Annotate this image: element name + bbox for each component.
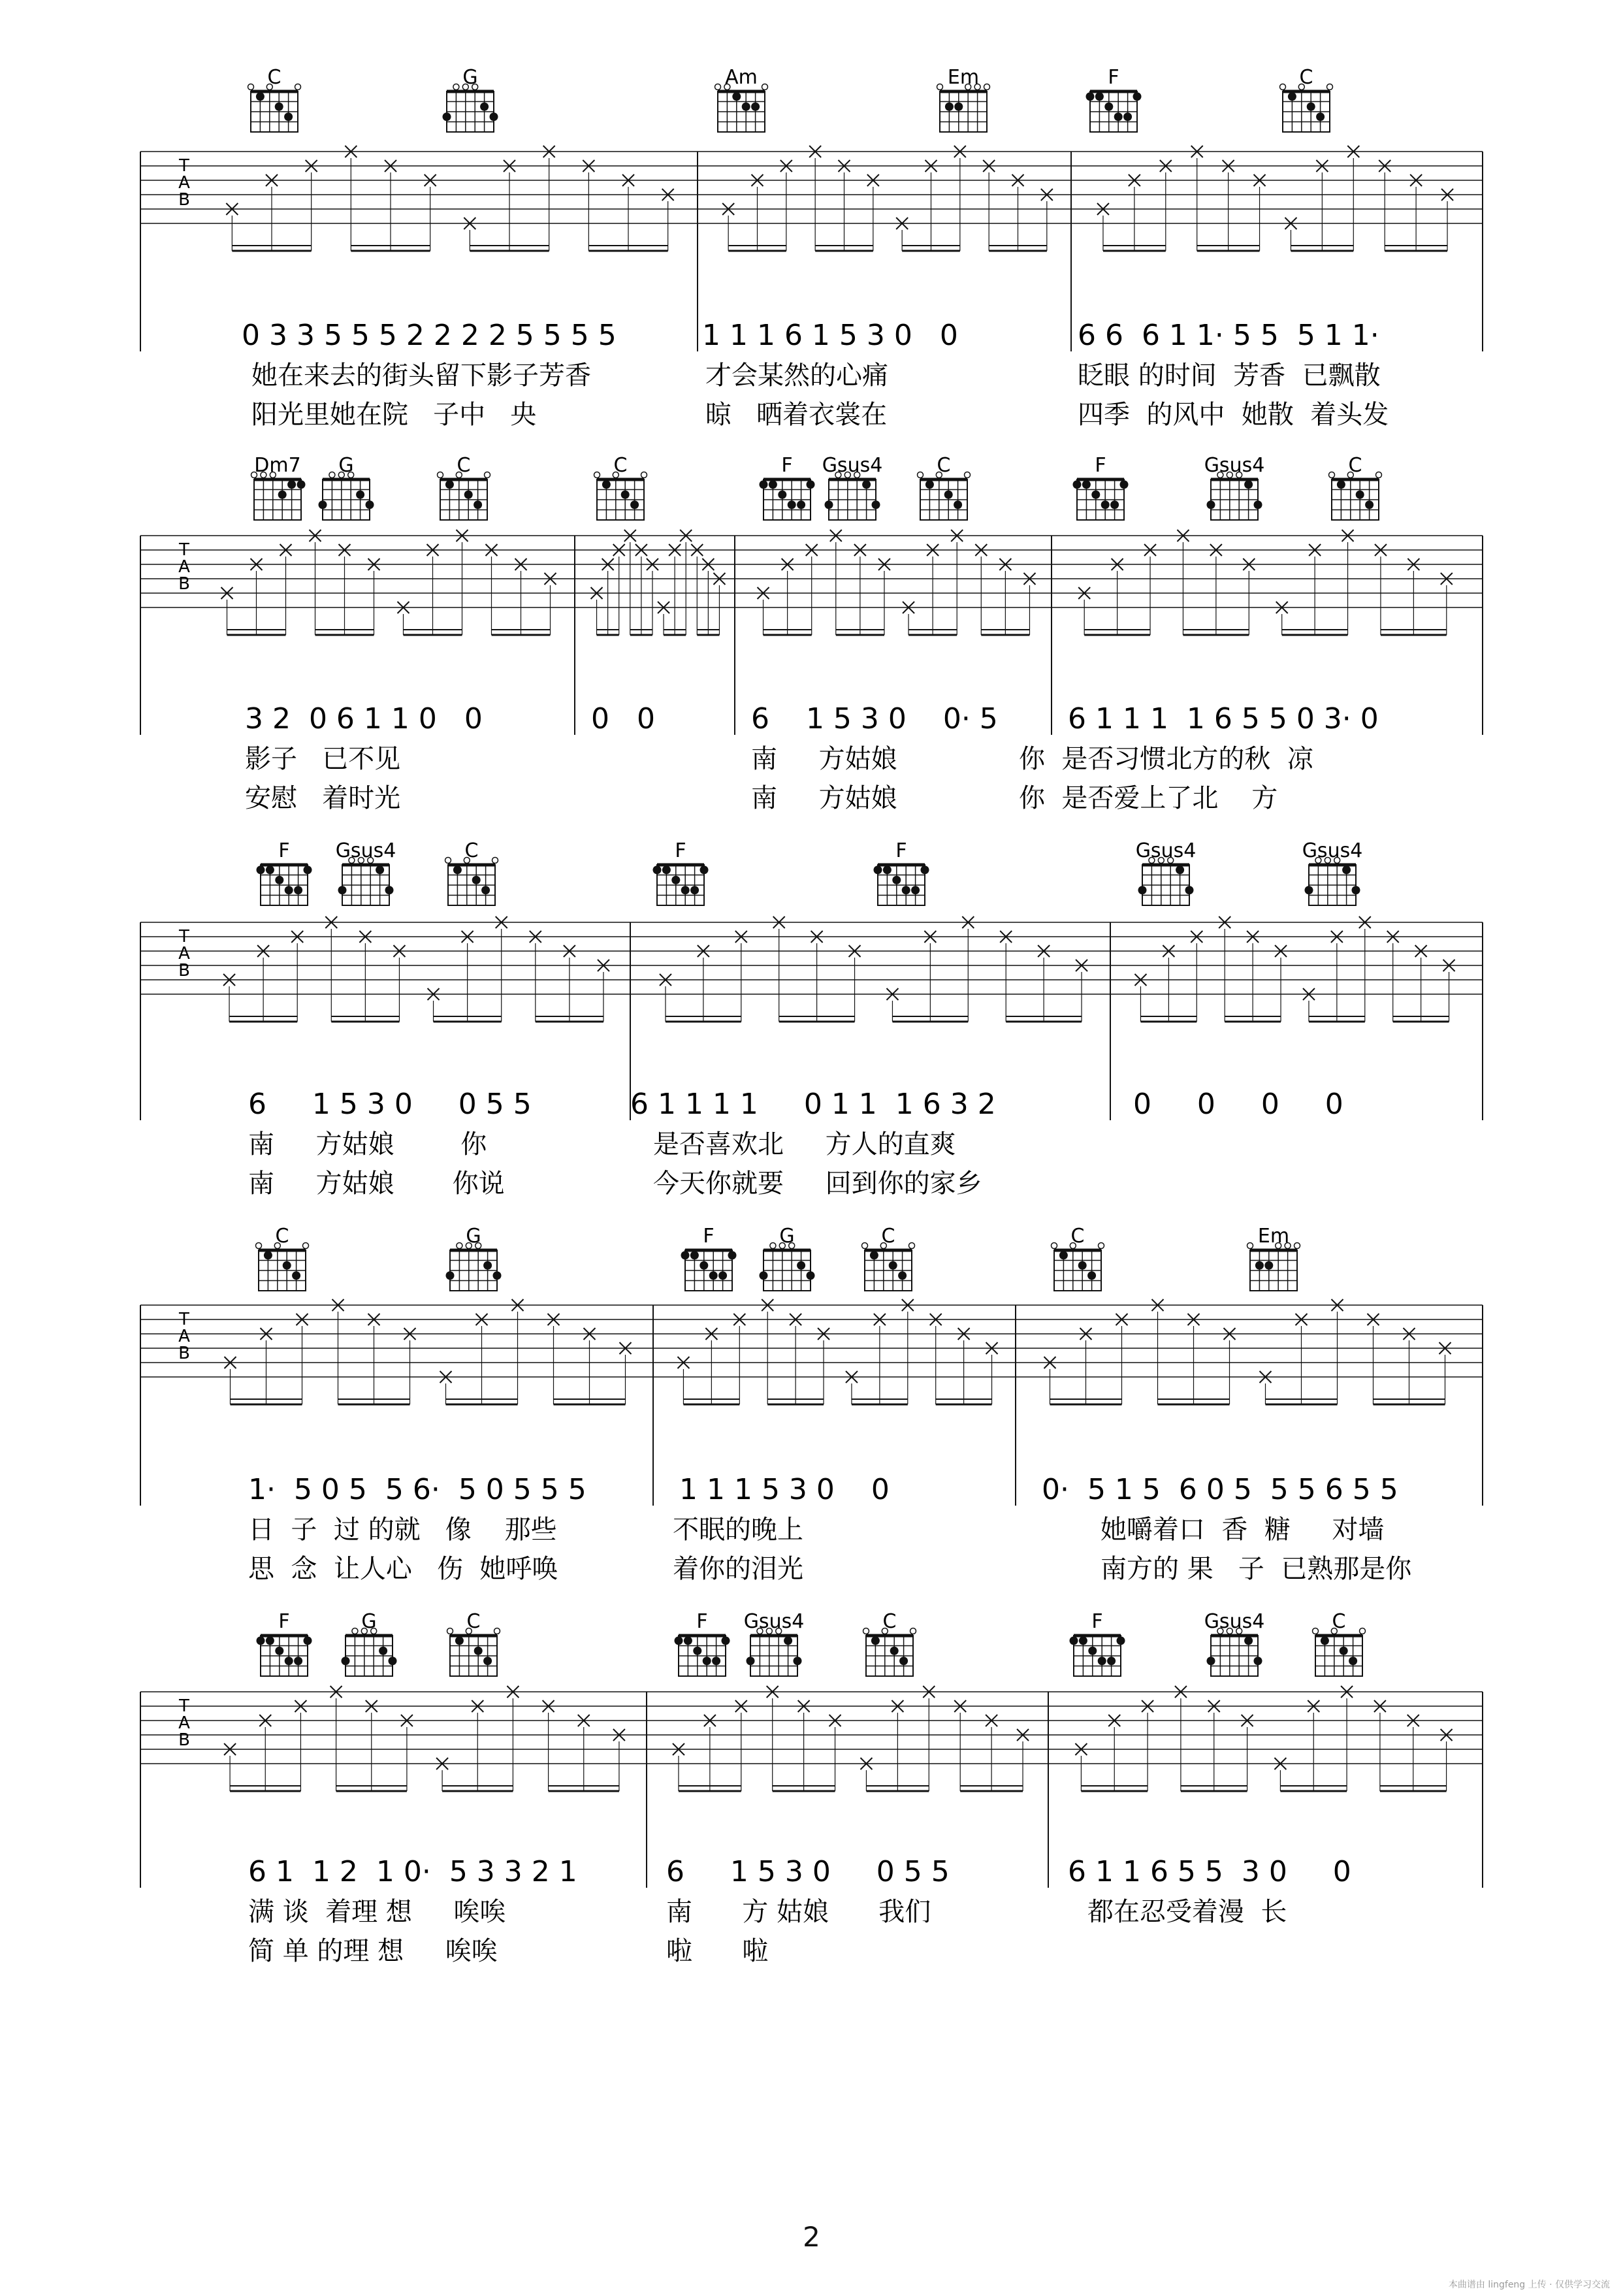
chord-finger-dot [784, 1636, 792, 1645]
lyric-line-1: 日 子 过 的就 像 那些 [248, 1515, 557, 1545]
lyric-line-2: 阳光里她在院 子中 央 [251, 400, 537, 430]
lyric-line-1: 南 方 姑娘 我们 [666, 1897, 931, 1927]
jianpu-notes: 0 0 0 0 [1133, 1088, 1343, 1121]
chord-finger-dot [342, 1657, 350, 1665]
tab-clef-letter: A [178, 1713, 190, 1733]
lyric-line-1: 满 谈 着理 想 唉唉 [248, 1897, 506, 1927]
chord-finger-dot [870, 1251, 878, 1259]
chord-name-label: G [466, 1225, 481, 1248]
chord-name-label: G [338, 454, 354, 477]
chord-finger-dot [287, 480, 296, 489]
tab-clef-letter: A [178, 557, 190, 577]
jianpu-notes: 1 1 1 6 1 5 3 0 0 [702, 319, 958, 352]
chord-finger-dot [480, 103, 489, 111]
chord-finger-dot [718, 1271, 727, 1280]
open-string-marker [762, 84, 768, 90]
chord-name-label: F [278, 1610, 290, 1633]
chord-finger-dot [1356, 491, 1364, 499]
open-string-marker [453, 84, 459, 90]
open-string-marker [494, 1628, 500, 1634]
jianpu-notes: 3 2 0 6 1 1 0 0 [245, 702, 483, 736]
chord-finger-dot [366, 500, 374, 509]
jianpu-notes: 1· 5 0 5 5 6· 5 0 5 5 5 [248, 1473, 587, 1506]
jianpu-notes: 6 1 1 6 5 5 3 0 0 [1068, 1855, 1351, 1888]
chord-finger-dot [1352, 886, 1360, 894]
chord-finger-dot [742, 103, 750, 111]
chord-finger-dot [257, 865, 265, 874]
open-string-marker [438, 472, 443, 478]
chord-finger-dot [1073, 480, 1082, 489]
chord-name-label: F [703, 1225, 715, 1248]
open-string-marker [1327, 84, 1333, 90]
chord-finger-dot [1070, 1636, 1078, 1645]
chord-finger-dot [1110, 500, 1119, 509]
chord-finger-dot [1185, 886, 1194, 894]
chord-finger-dot [481, 886, 490, 894]
lyric-line-1: 南 方姑娘 你 [248, 1129, 487, 1159]
lyric-line-1: 都在忍受着漫 长 [1087, 1897, 1287, 1927]
chord-finger-dot [807, 480, 815, 489]
lyric-line-1: 你 是否习惯北方的秋 凉 [1019, 744, 1313, 774]
chord-finger-dot [732, 92, 741, 101]
chord-finger-dot [304, 1636, 312, 1645]
chord-finger-dot [662, 865, 671, 874]
chord-finger-dot [874, 865, 882, 874]
lyric-line-2: 晾 晒着衣裳在 [705, 400, 888, 430]
open-string-marker [1294, 1243, 1300, 1249]
chord-finger-dot [455, 1636, 464, 1645]
open-string-marker [862, 1243, 868, 1249]
chord-finger-dot [1107, 1657, 1116, 1665]
chord-finger-dot [1114, 112, 1123, 121]
chord-name-label: C [457, 454, 471, 477]
system-4 [140, 1225, 1483, 1584]
chord-finger-dot [1365, 500, 1374, 509]
open-string-marker [937, 84, 943, 90]
open-string-marker [303, 1243, 309, 1249]
chord-finger-dot [285, 1657, 293, 1665]
chord-finger-dot [385, 886, 394, 894]
chord-finger-dot [292, 1271, 300, 1280]
lyric-line-1: 是否喜欢北 方人的直爽 [653, 1129, 956, 1159]
open-string-marker [641, 472, 647, 478]
chord-name-label: C [1332, 1610, 1346, 1633]
jianpu-notes: 6 1 5 3 0 0 5 5 [666, 1855, 950, 1888]
lyric-line-2: 思 念 让人心 伤 她呼唤 [248, 1554, 558, 1584]
chord-finger-dot [275, 876, 283, 884]
chord-finger-dot [794, 1657, 802, 1665]
chord-name-label: F [895, 839, 907, 862]
chord-finger-dot [1078, 1261, 1087, 1270]
open-string-marker [329, 472, 335, 478]
chord-finger-dot [285, 886, 293, 894]
tab-clef-letter: T [179, 156, 189, 176]
chord-finger-dot [319, 500, 327, 509]
chord-finger-dot [266, 1636, 274, 1645]
tab-clef-letter: B [178, 1730, 190, 1750]
chord-name-label: Am [725, 66, 758, 89]
chord-name-label: Em [1257, 1225, 1290, 1248]
chord-finger-dot [862, 480, 871, 489]
chord-finger-dot [902, 886, 910, 894]
chord-finger-dot [275, 103, 283, 111]
chord-finger-dot [945, 103, 954, 111]
chord-finger-dot [356, 491, 364, 499]
page-number: 2 [803, 2221, 820, 2253]
chord-name-label: C [464, 839, 479, 862]
chord-finger-dot [256, 92, 265, 101]
chord-name-label: Gsus4 [1302, 839, 1363, 862]
chord-name-label: Em [947, 66, 980, 89]
chord-finger-dot [681, 886, 690, 894]
chord-finger-dot [445, 480, 454, 489]
jianpu-notes: 6 6 6 1 1· 5 5 5 1 1· [1078, 319, 1379, 352]
chord-finger-dot [1138, 886, 1147, 894]
chord-finger-dot [693, 1647, 701, 1655]
chord-name-label: Gsus4 [1135, 839, 1197, 862]
chord-finger-dot [760, 1271, 768, 1280]
chord-finger-dot [472, 876, 481, 884]
chord-finger-dot [890, 1647, 899, 1655]
chord-finger-dot [1095, 92, 1104, 101]
tab-clef-letter: A [178, 173, 190, 193]
jianpu-notes: 6 1 5 3 0 0· 5 [751, 702, 998, 736]
lyric-line-2: 着你的泪光 [673, 1554, 803, 1584]
chord-name-label: Gsus4 [335, 839, 396, 862]
chord-finger-dot [778, 491, 786, 499]
chord-finger-dot [684, 1636, 692, 1645]
system-5 [140, 1610, 1483, 1966]
open-string-marker [965, 472, 971, 478]
chord-finger-dot [699, 1261, 708, 1270]
chord-finger-dot [1207, 500, 1215, 509]
chord-finger-dot [1207, 1657, 1215, 1665]
open-string-marker [1376, 472, 1382, 478]
chord-finger-dot [807, 1271, 815, 1280]
open-string-marker [715, 84, 721, 90]
chord-finger-dot [728, 1251, 737, 1259]
chord-finger-dot [911, 886, 920, 894]
tab-clef-letter: A [178, 944, 190, 963]
chord-finger-dot [1176, 865, 1184, 874]
chord-name-label: C [267, 66, 281, 89]
jianpu-notes: 0 3 3 5 5 5 2 2 2 2 5 5 5 5 [242, 319, 617, 352]
chord-name-label: C [882, 1610, 897, 1633]
tab-clef-letter: T [179, 540, 189, 560]
chord-finger-dot [1254, 500, 1262, 509]
chord-finger-dot [1133, 92, 1142, 101]
chord-finger-dot [275, 1647, 283, 1655]
lyric-line-2: 今天你就要 回到你的家乡 [653, 1169, 982, 1199]
chord-finger-dot [338, 886, 347, 894]
system-3 [140, 839, 1483, 1199]
chord-finger-dot [297, 480, 306, 489]
chord-finger-dot [379, 1647, 387, 1655]
chord-finger-dot [769, 480, 777, 489]
open-string-marker [863, 1628, 869, 1634]
chord-finger-dot [376, 865, 384, 874]
chord-finger-dot [474, 500, 482, 509]
open-string-marker [909, 1243, 915, 1249]
tab-clef-letter: B [178, 1344, 190, 1363]
jianpu-notes: 0· 5 1 5 6 0 5 5 5 6 5 5 [1042, 1473, 1398, 1506]
chord-finger-dot [703, 1657, 711, 1665]
chord-name-label: C [881, 1225, 895, 1248]
chord-name-label: G [779, 1225, 795, 1248]
tab-clef-letter: B [178, 574, 190, 594]
chord-name-label: F [1095, 454, 1106, 477]
chord-name-label: Gsus4 [822, 454, 883, 477]
chord-finger-dot [1117, 1636, 1125, 1645]
chord-finger-dot [1091, 491, 1100, 499]
open-string-marker [1313, 1628, 1319, 1634]
chord-finger-dot [1098, 1657, 1106, 1665]
lyric-line-2: 四季 的风中 她散 着头发 [1078, 400, 1389, 430]
tab-clef-letter: T [179, 1310, 189, 1329]
open-string-marker [1247, 1243, 1253, 1249]
chord-finger-dot [294, 886, 302, 894]
lyric-line-2: 南 方姑娘 [751, 783, 897, 813]
watermark: 本曲谱由 lingfeng 上传 · 仅供学习交流 [1448, 2280, 1610, 2290]
tab-clef-letter: B [178, 961, 190, 980]
chord-finger-dot [453, 865, 462, 874]
chord-finger-dot [797, 1261, 805, 1270]
chord-name-label: F [675, 839, 686, 862]
chord-finger-dot [898, 1271, 907, 1280]
chord-finger-dot [1120, 480, 1129, 489]
open-string-marker [485, 472, 490, 478]
tab-clef-letter: T [179, 927, 189, 946]
lyric-line-1: 她在来去的街头留下影子芳香 [251, 361, 591, 391]
chord-finger-dot [1086, 92, 1095, 101]
open-string-marker [295, 84, 301, 90]
open-string-marker [352, 1628, 358, 1634]
chord-finger-dot [483, 1657, 492, 1665]
chord-name-label: F [696, 1610, 708, 1633]
chord-finger-dot [257, 1636, 265, 1645]
chord-finger-dot [1340, 1647, 1348, 1655]
chord-finger-dot [1264, 1261, 1273, 1270]
lyric-line-1: 影子 已不见 [245, 744, 401, 774]
lyric-line-1: 不眠的晚上 [673, 1515, 803, 1545]
chord-finger-dot [630, 500, 639, 509]
chord-name-label: C [613, 454, 628, 477]
chord-finger-dot [294, 1657, 302, 1665]
open-string-marker [770, 1243, 776, 1249]
chord-finger-dot [493, 1271, 502, 1280]
chord-finger-dot [921, 865, 929, 874]
chord-finger-dot [1123, 112, 1132, 121]
chord-finger-dot [304, 865, 312, 874]
open-string-marker [1099, 1243, 1104, 1249]
chord-name-label: C [1348, 454, 1362, 477]
chord-finger-dot [490, 112, 498, 121]
chord-finger-dot [1244, 480, 1253, 489]
chord-finger-dot [872, 500, 880, 509]
chord-finger-dot [1288, 92, 1296, 101]
chord-finger-dot [1254, 1657, 1262, 1665]
lyric-line-2: 南 方姑娘 你说 [248, 1169, 505, 1199]
chord-finger-dot [446, 1271, 455, 1280]
chord-finger-dot [1079, 1636, 1087, 1645]
chord-finger-dot [1088, 1647, 1097, 1655]
chord-name-label: Gsus4 [743, 1610, 805, 1633]
open-string-marker [984, 84, 990, 90]
open-string-marker [447, 1628, 453, 1634]
chord-finger-dot [1082, 480, 1091, 489]
chord-finger-dot [1337, 480, 1345, 489]
chord-finger-dot [1101, 500, 1110, 509]
chord-finger-dot [709, 1271, 718, 1280]
open-string-marker [457, 1243, 462, 1249]
chord-finger-dot [1244, 1636, 1253, 1645]
jianpu-notes: 6 1 1 2 1 0· 5 3 3 2 1 [248, 1855, 577, 1888]
chord-name-label: Gsus4 [1204, 454, 1265, 477]
chord-finger-dot [722, 1636, 730, 1645]
chord-finger-dot [278, 491, 287, 499]
open-string-marker [918, 472, 924, 478]
chord-name-label: G [462, 66, 478, 89]
chord-finger-dot [797, 500, 805, 509]
chord-finger-dot [690, 886, 699, 894]
open-string-marker [594, 472, 600, 478]
lyric-line-2: 你 是否爱上了北 方 [1019, 783, 1278, 813]
open-string-marker [1329, 472, 1335, 478]
chord-finger-dot [1305, 886, 1313, 894]
open-string-marker [492, 858, 498, 864]
chord-finger-dot [284, 112, 293, 121]
jianpu-notes: 6 1 5 3 0 0 5 5 [248, 1088, 532, 1121]
chord-finger-dot [1321, 1636, 1329, 1645]
lyric-line-1: 她嚼着口 香 糖 对墙 [1101, 1515, 1385, 1545]
chord-finger-dot [675, 1636, 683, 1645]
chord-finger-dot [464, 491, 473, 499]
chord-finger-dot [883, 865, 892, 874]
open-string-marker [1280, 84, 1286, 90]
chord-finger-dot [1059, 1251, 1068, 1259]
chord-name-label: C [1299, 66, 1313, 89]
open-string-marker [256, 1243, 262, 1249]
open-string-marker [1052, 1243, 1057, 1249]
chord-finger-dot [443, 112, 451, 121]
tab-clef-letter: T [179, 1696, 189, 1716]
chord-finger-dot [1104, 103, 1113, 111]
tab-clef-letter: B [178, 190, 190, 210]
chord-finger-dot [788, 500, 796, 509]
chord-name-label: C [1070, 1225, 1085, 1248]
chord-finger-dot [700, 865, 709, 874]
chord-finger-dot [925, 480, 934, 489]
chord-name-label: F [1091, 1610, 1103, 1633]
tab-clef-letter: A [178, 1327, 190, 1346]
chord-finger-dot [389, 1657, 397, 1665]
chord-finger-dot [621, 491, 630, 499]
chord-finger-dot [747, 1657, 755, 1665]
lyric-line-2: 南方的 果 子 已熟那是你 [1101, 1554, 1412, 1584]
chord-name-label: Gsus4 [1204, 1610, 1265, 1633]
lyric-line-2: 简 单 的理 想 唉唉 [248, 1936, 498, 1966]
lyric-line-1: 才会某然的心痛 [705, 361, 888, 391]
open-string-marker [1360, 1628, 1366, 1634]
chord-finger-dot [825, 500, 833, 509]
chord-finger-dot [944, 491, 953, 499]
chord-finger-dot [1255, 1261, 1264, 1270]
chord-finger-dot [1316, 112, 1325, 121]
open-string-marker [910, 1628, 916, 1634]
chord-finger-dot [671, 876, 680, 884]
chord-name-label: G [361, 1610, 377, 1633]
chord-finger-dot [1342, 865, 1351, 874]
chord-finger-dot [760, 480, 768, 489]
chord-finger-dot [1087, 1271, 1096, 1280]
chord-finger-dot [871, 1636, 880, 1645]
chord-finger-dot [602, 480, 611, 489]
chord-name-label: C [937, 454, 951, 477]
chord-finger-dot [954, 103, 963, 111]
chord-finger-dot [264, 1251, 272, 1259]
chord-finger-dot [899, 1657, 908, 1665]
lyric-line-2: 啦 啦 [666, 1936, 769, 1966]
jianpu-notes: 1 1 1 5 3 0 0 [679, 1473, 890, 1506]
chord-finger-dot [751, 103, 760, 111]
chord-name-label: C [275, 1225, 289, 1248]
chord-name-label: F [781, 454, 793, 477]
chord-finger-dot [889, 1261, 897, 1270]
chord-name-label: F [1108, 66, 1119, 89]
chord-name-label: Dm7 [254, 454, 301, 477]
system-2 [140, 454, 1483, 813]
jianpu-notes: 6 1 1 1 1 0 1 1 1 6 3 2 [630, 1088, 996, 1121]
chord-finger-dot [266, 865, 274, 874]
chord-name-label: F [278, 839, 290, 862]
lyric-line-1: 南 方姑娘 [751, 744, 897, 774]
chord-name-label: C [466, 1610, 481, 1633]
chord-finger-dot [1349, 1657, 1357, 1665]
system-1 [140, 66, 1483, 430]
chord-finger-dot [892, 876, 901, 884]
chord-finger-dot [483, 1261, 492, 1270]
jianpu-notes: 0 0 [591, 702, 655, 736]
chord-finger-dot [1307, 103, 1315, 111]
open-string-marker [248, 84, 254, 90]
jianpu-notes: 6 1 1 1 1 6 5 5 0 3· 0 [1068, 702, 1379, 736]
lyric-line-2: 安慰 着时光 [245, 783, 401, 813]
chord-finger-dot [653, 865, 662, 874]
chord-finger-dot [283, 1261, 291, 1270]
chord-finger-dot [690, 1251, 699, 1259]
chord-finger-dot [954, 500, 962, 509]
chord-finger-dot [712, 1657, 720, 1665]
open-string-marker [445, 858, 451, 864]
lyric-line-1: 眨眼 的时间 芳香 已飘散 [1078, 361, 1381, 391]
chord-finger-dot [681, 1251, 690, 1259]
chord-finger-dot [474, 1647, 483, 1655]
